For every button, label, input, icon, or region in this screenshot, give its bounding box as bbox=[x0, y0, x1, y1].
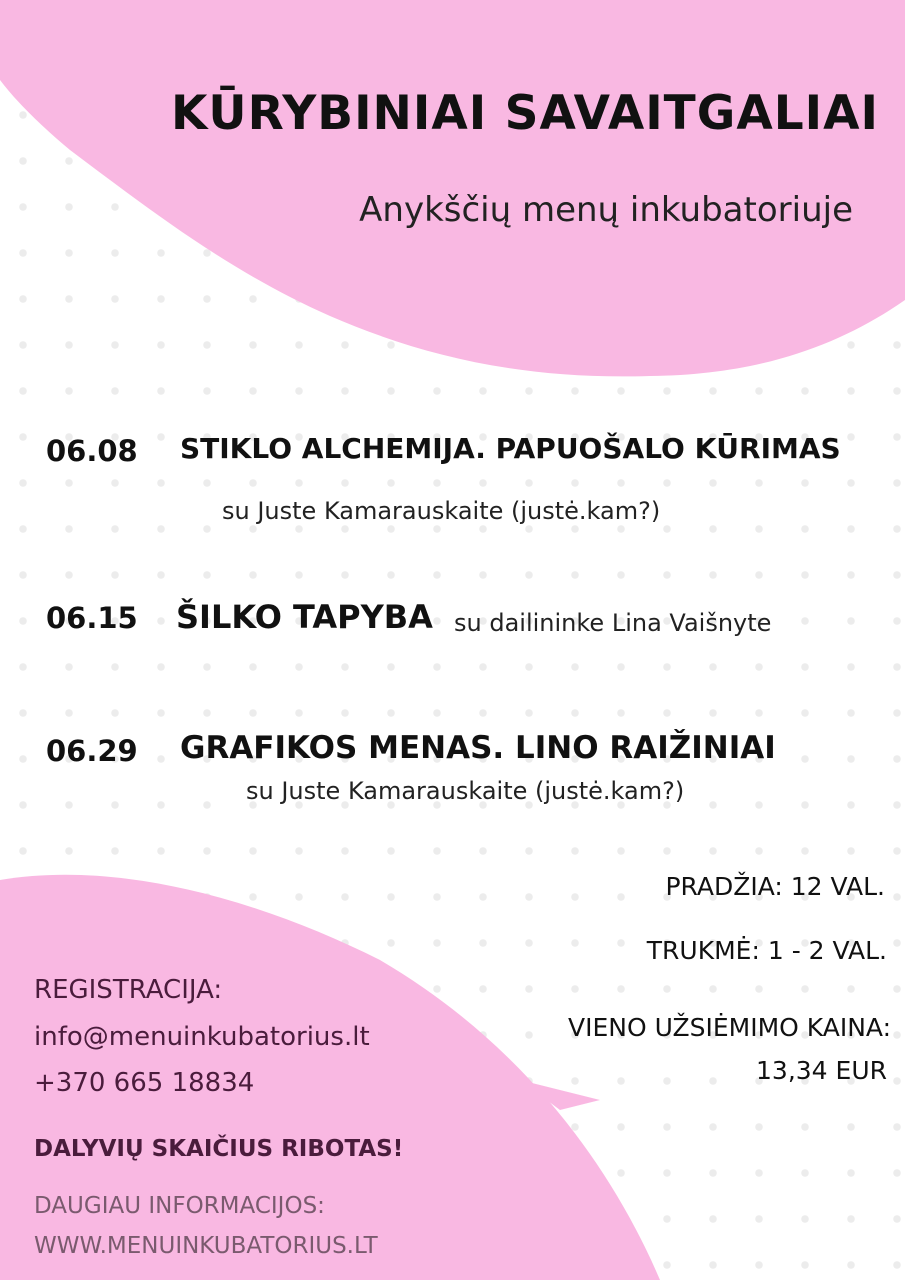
event-title: GRAFIKOS MENAS. LINO RAIŽINIAI bbox=[180, 730, 776, 766]
registration-phone[interactable]: +370 665 18834 bbox=[34, 1068, 255, 1098]
event-host: su dailininke Lina Vaišnyte bbox=[454, 609, 772, 637]
event-host: su Juste Kamarauskaite (justė.kam?) bbox=[222, 497, 661, 525]
website-link[interactable]: WWW.MENUINKUBATORIUS.LT bbox=[34, 1233, 378, 1259]
registration-heading: REGISTRACIJA: bbox=[34, 975, 223, 1005]
start-time: PRADŽIA: 12 VAL. bbox=[665, 872, 885, 901]
duration: TRUKMĖ: 1 - 2 VAL. bbox=[646, 936, 887, 965]
price-value: 13,34 EUR bbox=[756, 1056, 887, 1085]
registration-email[interactable]: info@menuinkubatorius.lt bbox=[34, 1022, 370, 1052]
event-title: ŠILKO TAPYBA bbox=[176, 598, 433, 636]
page-title: KŪRYBINIAI SAVAITGALIAI bbox=[171, 86, 879, 141]
page-subtitle: Anykščių menų inkubatoriuje bbox=[359, 190, 853, 230]
event-date: 06.08 bbox=[46, 434, 138, 468]
price-label: VIENO UŽSIĖMIMO KAINA: bbox=[568, 1013, 891, 1042]
limited-notice: DALYVIŲ SKAIČIUS RIBOTAS! bbox=[34, 1136, 404, 1162]
event-title: STIKLO ALCHEMIJA. PAPUOŠALO KŪRIMAS bbox=[180, 432, 841, 465]
event-date: 06.15 bbox=[46, 601, 138, 635]
event-host: su Juste Kamarauskaite (justė.kam?) bbox=[246, 777, 685, 805]
more-info-label: DAUGIAU INFORMACIJOS: bbox=[34, 1193, 325, 1219]
event-date: 06.29 bbox=[46, 734, 138, 768]
